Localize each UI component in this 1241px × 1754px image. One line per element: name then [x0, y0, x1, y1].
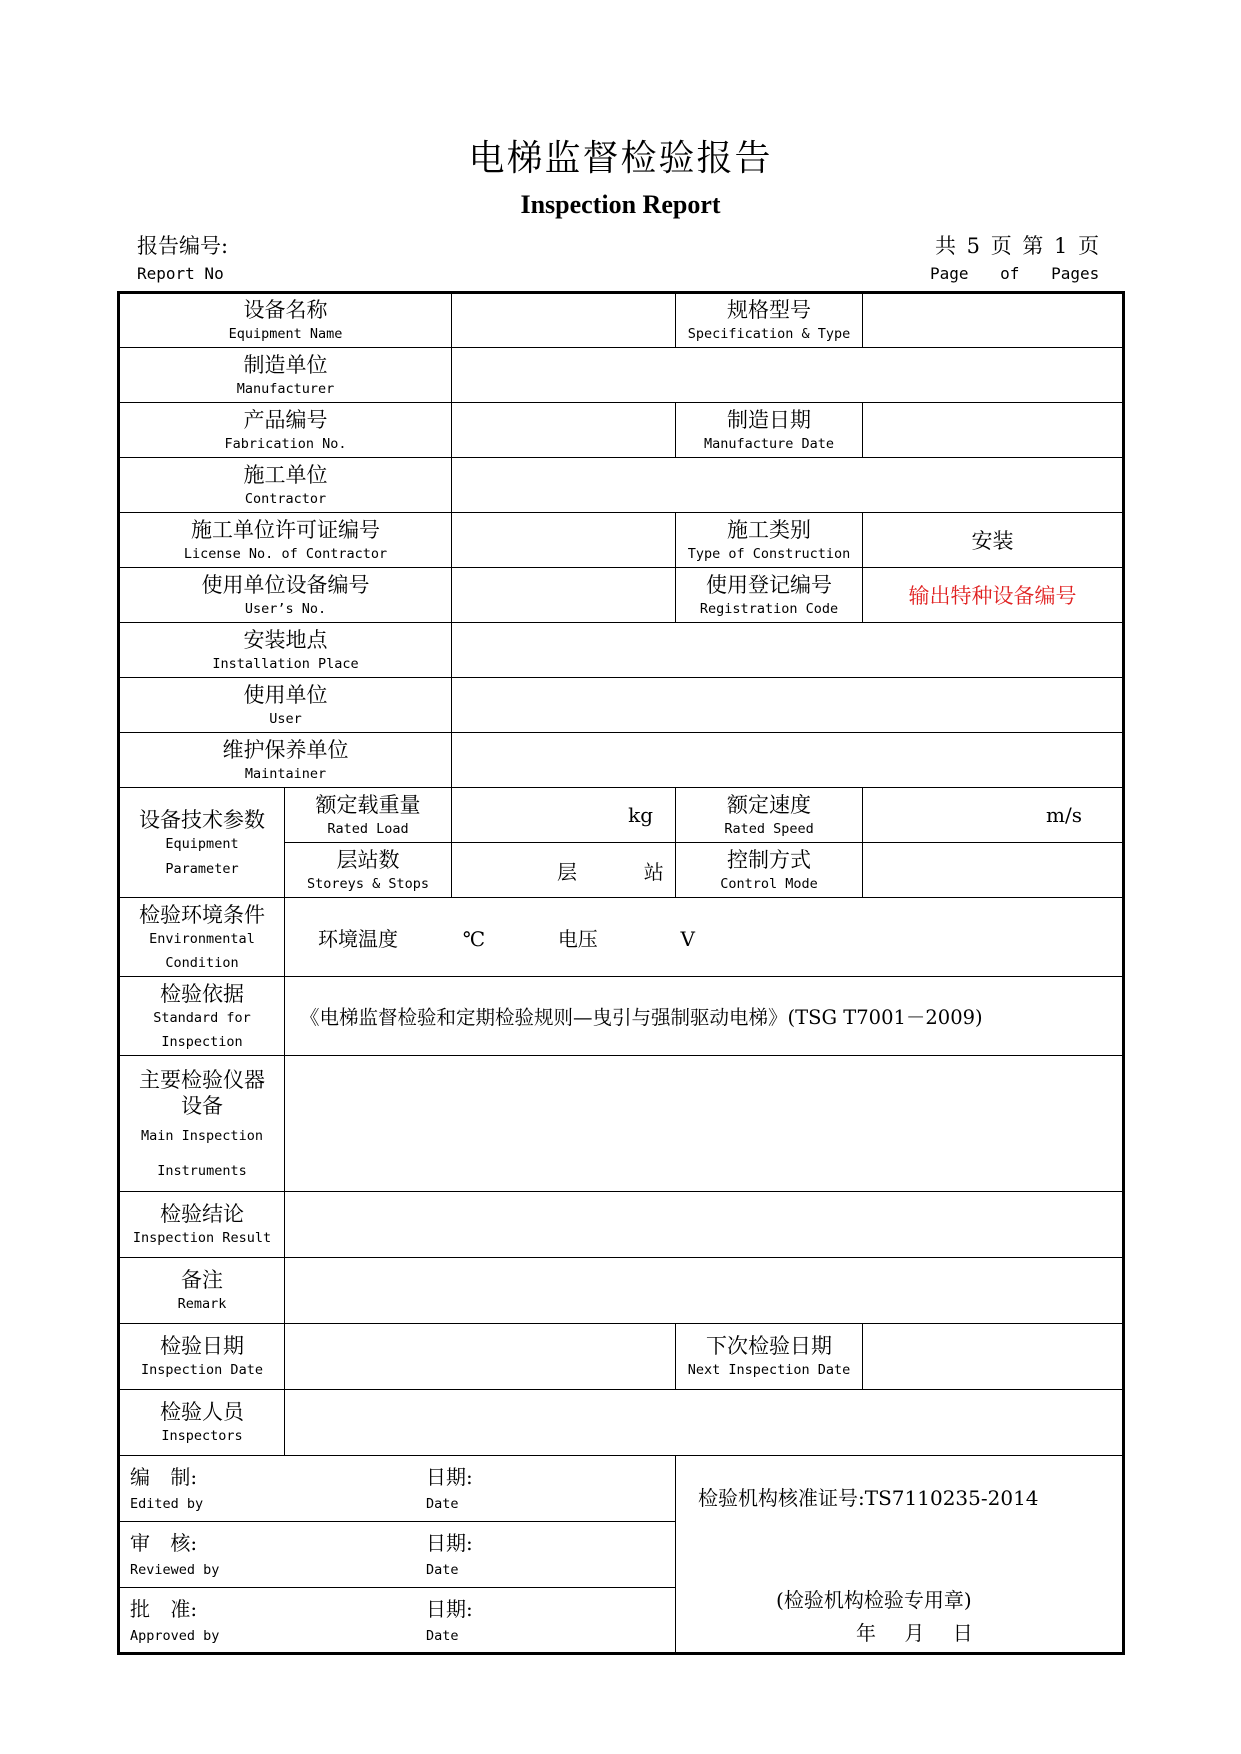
storeys-unit: 层: [557, 859, 578, 884]
inspectors-label: 检验人员 Inspectors: [119, 1390, 285, 1456]
stops-unit: 站: [643, 859, 664, 884]
maintainer-value[interactable]: [452, 733, 1124, 788]
installation-place-label: 安装地点 Installation Place: [119, 623, 452, 678]
user-value[interactable]: [452, 678, 1124, 733]
approved-by-label: 批 准:: [130, 1597, 198, 1621]
seal-text: (检验机构检验专用章): [776, 1588, 972, 1612]
manufacture-date-label: 制造日期 Manufacture Date: [676, 403, 863, 458]
remark-label: 备注 Remark: [119, 1258, 285, 1324]
next-inspection-date-value[interactable]: [863, 1324, 1124, 1390]
inspectors-value[interactable]: [285, 1390, 1124, 1456]
next-inspection-date-label: 下次检验日期 Next Inspection Date: [676, 1324, 863, 1390]
edited-by-label-en: Edited by: [130, 1496, 204, 1512]
reviewed-date-label-en: Date: [426, 1562, 459, 1578]
user-no-label: 使用单位设备编号 User’s No.: [119, 568, 452, 623]
rated-load-value[interactable]: [452, 788, 676, 843]
instruments-value[interactable]: [285, 1056, 1124, 1192]
rated-speed-label: 额定速度 Rated Speed: [676, 788, 863, 843]
construction-type-value[interactable]: 安装: [863, 513, 1124, 568]
result-label: 检验结论 Inspection Result: [119, 1192, 285, 1258]
environment-value[interactable]: [285, 898, 1124, 977]
manufacturer-label: 制造单位 Manufacturer: [119, 348, 452, 403]
voltage-unit: V: [680, 926, 695, 951]
inspection-date-value[interactable]: [285, 1324, 676, 1390]
license-no-label: 施工单位许可证编号 License No. of Contractor: [119, 513, 452, 568]
reviewed-date-label: 日期:: [426, 1531, 473, 1555]
equipment-parameter-label: 设备技术参数 Equipment Parameter: [119, 788, 285, 898]
rated-load-label: 额定载重量 Rated Load: [285, 788, 452, 843]
manufacture-date-value[interactable]: [863, 403, 1124, 458]
remark-value[interactable]: [285, 1258, 1124, 1324]
equipment-name-value[interactable]: [452, 293, 676, 348]
voltage-label: 电压: [557, 926, 598, 951]
user-label: 使用单位 User: [119, 678, 452, 733]
reviewed-by-row: [119, 1522, 676, 1588]
temperature-unit: ℃: [462, 926, 486, 951]
report-no-label-en: Report No: [137, 264, 224, 283]
registration-code-value[interactable]: 输出特种设备编号: [863, 568, 1124, 623]
temperature-label: 环境温度: [318, 926, 398, 951]
approved-by-label-en: Approved by: [130, 1628, 220, 1644]
environment-label: 检验环境条件 Environmental Condition: [119, 898, 285, 977]
approved-date-label: 日期:: [426, 1597, 473, 1621]
report-no-label: 报告编号:: [137, 234, 229, 258]
inspection-date-label: 检验日期 Inspection Date: [119, 1324, 285, 1390]
control-mode-label: 控制方式 Control Mode: [676, 843, 863, 898]
instruments-label: 主要检验仪器 设备 Main Inspection Instruments: [119, 1056, 285, 1192]
rated-load-unit: kg: [628, 803, 654, 827]
spec-type-value[interactable]: [863, 293, 1124, 348]
page-subtitle: Inspection Report: [520, 190, 721, 219]
approved-by-row: [119, 1588, 676, 1654]
contractor-label: 施工单位 Contractor: [119, 458, 452, 513]
license-no-value[interactable]: [452, 513, 676, 568]
registration-code-label: 使用登记编号 Registration Code: [676, 568, 863, 623]
fabrication-no-value[interactable]: [452, 403, 676, 458]
installation-place-value[interactable]: [452, 623, 1124, 678]
contractor-value[interactable]: [452, 458, 1124, 513]
rated-speed-unit: m/s: [1046, 803, 1083, 827]
manufacturer-value[interactable]: [452, 348, 1124, 403]
approval-box: [676, 1456, 1124, 1654]
page-count: 共 5 页 第 1 页: [935, 234, 1100, 258]
edited-date-label: 日期:: [426, 1465, 473, 1489]
edited-by-label: 编 制:: [130, 1465, 198, 1489]
page-title: 电梯监督检验报告: [468, 138, 773, 179]
spec-type-label: 规格型号 Specification & Type: [676, 293, 863, 348]
rated-speed-value[interactable]: [863, 788, 1124, 843]
standard-value: 《电梯监督检验和定期检验规则—曳引与强制驱动电梯》(TSG T7001－2009): [285, 977, 1124, 1056]
edited-by-row: [119, 1456, 676, 1522]
user-no-value[interactable]: [452, 568, 676, 623]
seal-date: 年 月 日: [856, 1621, 973, 1645]
maintainer-label: 维护保养单位 Maintainer: [119, 733, 452, 788]
storeys-stops-value[interactable]: [452, 843, 676, 898]
edited-date-label-en: Date: [426, 1496, 459, 1512]
reviewed-by-label-en: Reviewed by: [130, 1562, 220, 1578]
approval-cert: 检验机构核准证号:TS7110235-2014: [698, 1486, 1039, 1510]
control-mode-value[interactable]: [863, 843, 1124, 898]
storeys-stops-label: 层站数 Storeys & Stops: [285, 843, 452, 898]
fabrication-no-label: 产品编号 Fabrication No.: [119, 403, 452, 458]
standard-label: 检验依据 Standard for Inspection: [119, 977, 285, 1056]
page-count-en: Page of Pages: [930, 264, 1100, 283]
approved-date-label-en: Date: [426, 1628, 459, 1644]
report-table: [117, 291, 1125, 1655]
reviewed-by-label: 审 核:: [130, 1531, 198, 1555]
equipment-name-label: 设备名称 Equipment Name: [119, 293, 452, 348]
result-value[interactable]: [285, 1192, 1124, 1258]
construction-type-label: 施工类别 Type of Construction: [676, 513, 863, 568]
